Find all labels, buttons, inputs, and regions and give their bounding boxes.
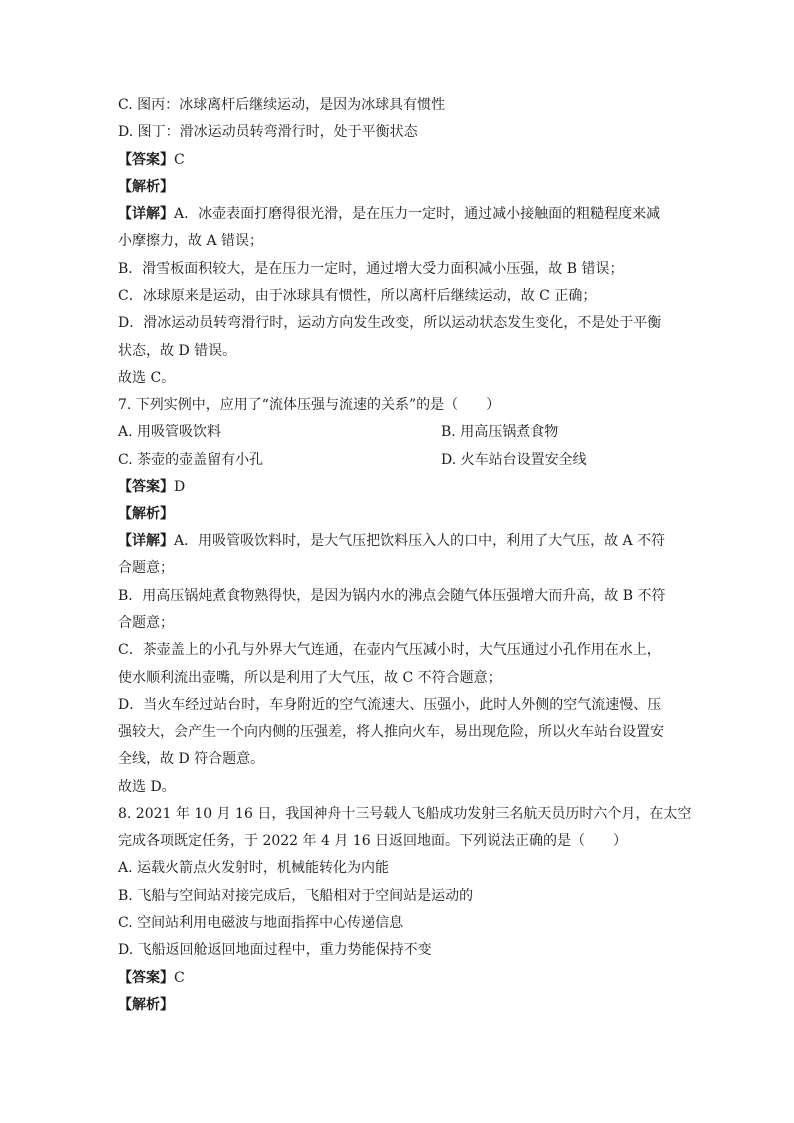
q6-detail-line: B．滑雪板面积较大，是在压力一定时，通过增大受力面积减小压强，故 B 错误； bbox=[118, 261, 624, 277]
q6-option-c: C. 图丙：冰球离杆后继续运动，是因为冰球具有惯性 bbox=[118, 97, 446, 113]
q6-answer-line bbox=[118, 150, 185, 170]
q6-detail-line: C．冰球原来是运动，由于冰球具有惯性，所以离杆后继续运动，故 C 正确； bbox=[118, 288, 597, 304]
answer-tag: 【答案】 bbox=[118, 152, 174, 168]
q8-analysis-tag: 【解析】 bbox=[118, 997, 174, 1013]
q7-option-d: D. 火车站台设置安全线 bbox=[441, 452, 587, 468]
q7-answer-line bbox=[118, 477, 185, 497]
q6-detail-line bbox=[118, 204, 660, 224]
q7-detail-line: D．当火车经过站台时，车身附近的空气流速大、压强小，此时人外侧的空气流速慢、压 bbox=[118, 697, 662, 713]
detail-tag: 【详解】 bbox=[118, 206, 174, 222]
q8-option-c: C. 空间站利用电磁波与地面指挥中心传递信息 bbox=[118, 915, 404, 931]
q7-analysis-tag: 【解析】 bbox=[118, 506, 174, 522]
q7-detail-line: C．茶壶盖上的小孔与外界大气连通，在壶内气压减小时，大气压通过小孔作用在水上， bbox=[118, 642, 661, 658]
q7-stem: 7. 下列实例中，应用了“流体压强与流速的关系”的是（ ） bbox=[118, 397, 501, 413]
q7-option-c: C. 茶壶的壶盖留有小孔 bbox=[118, 452, 264, 468]
q8-answer-line bbox=[118, 968, 185, 988]
q8-option-a: A. 运载火箭点火发射时，机械能转化为内能 bbox=[118, 860, 390, 876]
detail-tag: 【详解】 bbox=[118, 533, 174, 549]
q8-stem-line: 完成各项既定任务，于 2022 年 4 月 16 日返回地面。下列说法正确的是（ ） bbox=[118, 833, 628, 849]
answer-value: C bbox=[174, 152, 185, 168]
q7-option-b: B. 用高压锅煮食物 bbox=[441, 424, 559, 440]
q7-detail-line: 合题意； bbox=[118, 560, 174, 576]
detail-text: A．用吸管吸饮料时，是大气压把饮料压入人的口中，利用了大气压，故 A 不符 bbox=[174, 533, 666, 549]
q6-detail-line: 状态，故 D 错误。 bbox=[118, 343, 237, 359]
q7-detail-line: 强较大，会产生一个向内侧的压强差，将人推向火车，易出现危险，所以火车站台设置安 bbox=[118, 724, 664, 740]
answer-tag: 【答案】 bbox=[118, 970, 174, 986]
q7-conclusion: 故选 D。 bbox=[118, 779, 176, 795]
q7-detail-line: 全线，故 D 符合题意。 bbox=[118, 751, 265, 767]
q7-detail-line: B．用高压锅炖煮食物熟得快，是因为锅内水的沸点会随气体压强增大而升高，故 B 不符 bbox=[118, 588, 666, 604]
q8-option-b: B. 飞船与空间站对接完成后，飞船相对于空间站是运动的 bbox=[118, 888, 474, 904]
q6-detail-line: D．滑冰运动员转弯滑行时，运动方向发生改变，所以运动状态发生变化，不是处于平衡 bbox=[118, 315, 662, 331]
answer-tag: 【答案】 bbox=[118, 479, 174, 495]
q8-stem-line: 8. 2021 年 10 月 16 日，我国神舟十三号载人飞船成功发射三名航天员历时六个月，在太空 bbox=[118, 806, 692, 822]
q7-detail-line: 使水顺利流出壶嘴，所以是利用了大气压，故 C 不符合题意； bbox=[118, 670, 502, 686]
q7-detail-line bbox=[118, 531, 665, 551]
q7-detail-line: 合题意； bbox=[118, 615, 174, 631]
q6-option-d: D. 图丁：滑冰运动员转弯滑行时，处于平衡状态 bbox=[118, 124, 418, 140]
answer-value: D bbox=[174, 479, 186, 495]
q8-option-d: D. 飞船返回舱返回地面过程中，重力势能保持不变 bbox=[118, 942, 432, 958]
q6-analysis-tag: 【解析】 bbox=[118, 179, 174, 195]
detail-text: A．冰壶表面打磨得很光滑，是在压力一定时，通过减小接触面的粗糙程度来减 bbox=[174, 206, 661, 222]
q7-option-a: A. 用吸管吸饮料 bbox=[118, 424, 222, 440]
q6-detail-line: 小摩擦力，故 A 错误； bbox=[118, 233, 264, 249]
answer-value: C bbox=[174, 970, 185, 986]
q6-conclusion: 故选 C。 bbox=[118, 370, 176, 386]
